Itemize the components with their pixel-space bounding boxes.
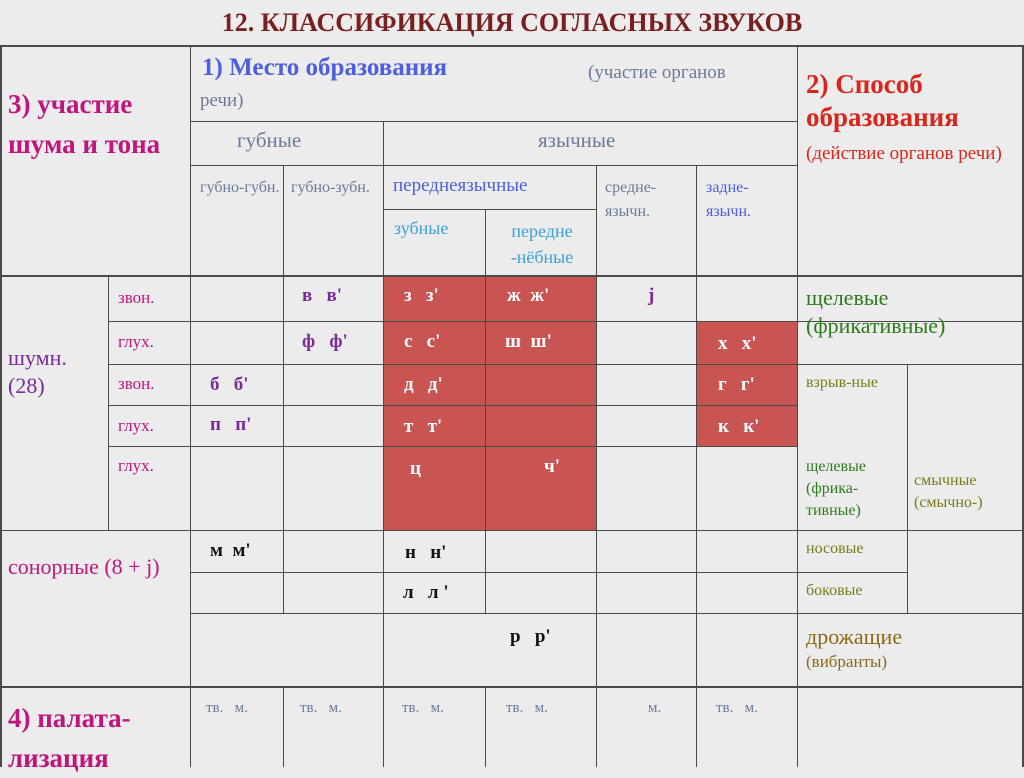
cons-ch: ч': [544, 456, 560, 477]
back-header: задне-язычн.: [706, 179, 752, 220]
lab-lab-header: губно-губн.: [200, 179, 280, 196]
pal-6: тв. м.: [716, 700, 758, 716]
cons-ts: ц: [410, 458, 421, 479]
mid-header: средне-язычн.: [605, 179, 657, 220]
cons-t: т т': [404, 416, 443, 437]
manner-nasal: носовые: [806, 540, 864, 557]
cons-g: г г': [718, 374, 755, 395]
cons-s: с с': [404, 331, 441, 352]
voiceless-2: глух.: [118, 416, 154, 435]
manner-trill-note: (вибранты): [806, 652, 888, 671]
voiceless-3: глух.: [118, 456, 154, 475]
way-note: (действие органов речи): [806, 143, 1002, 164]
cons-f: ф ф': [302, 331, 348, 352]
manner-fricative: щелевые (фрикативные): [806, 285, 946, 338]
cons-p: п п': [210, 414, 252, 435]
front-pal-header: передне -нёбные: [510, 221, 574, 267]
pal-4: тв. м.: [506, 700, 548, 716]
cons-l: л л ': [403, 582, 449, 603]
cons-n: н н': [405, 542, 447, 563]
voiced-1: звон.: [118, 288, 155, 307]
pal-1: тв. м.: [206, 700, 248, 716]
lingual-header: язычные: [538, 128, 616, 152]
red-block-front: [384, 276, 596, 530]
voiceless-1: глух.: [118, 332, 154, 351]
front-header: переднеязычные: [393, 175, 528, 196]
cons-k: к к': [718, 416, 760, 437]
cons-zh: ж ж': [507, 285, 550, 306]
way-header: 2) Способ образования: [806, 69, 959, 132]
noise-header: 3) участие шума и тона: [8, 89, 161, 159]
manner-plosive: взрыв-ные: [806, 374, 878, 391]
pal-3: тв. м.: [402, 700, 444, 716]
palatalization-label: 4) палата-лизация: [8, 703, 131, 773]
lab-dent-header: губно-зубн.: [291, 179, 370, 196]
cons-m: м м': [210, 540, 251, 561]
dental-header: зубные: [394, 218, 449, 238]
cons-kh: х х': [718, 333, 757, 354]
voiced-2: звон.: [118, 374, 155, 393]
page-title: 12. КЛАССИФИКАЦИЯ СОГЛАСНЫХ ЗВУКОВ: [221, 8, 803, 37]
cons-v: в в': [302, 285, 343, 306]
place-note-a: (участие органов: [588, 62, 726, 83]
manner-trill: дрожащие: [806, 624, 903, 649]
sonorant-label: сонорные (8 + j): [8, 554, 160, 579]
manner-lateral: боковые: [806, 582, 863, 599]
noisy-label: шумн. (28): [8, 345, 67, 398]
place-header: 1) Место образования: [202, 54, 448, 81]
pal-2: тв. м.: [300, 700, 342, 716]
manner-stop: смычные (смычно-): [914, 472, 983, 511]
manner-fricative-2: щелевые (фрика-тивные): [806, 458, 866, 519]
cons-d: д д': [404, 374, 443, 395]
cons-r: р р': [510, 626, 551, 647]
cons-b: б б': [210, 374, 249, 395]
place-note-b: речи): [200, 90, 244, 111]
labial-header: губные: [237, 128, 302, 152]
cons-j: j: [648, 285, 655, 306]
pal-5: м.: [648, 700, 662, 716]
cons-z: з з': [404, 285, 439, 306]
cons-sh: ш ш': [505, 331, 552, 352]
